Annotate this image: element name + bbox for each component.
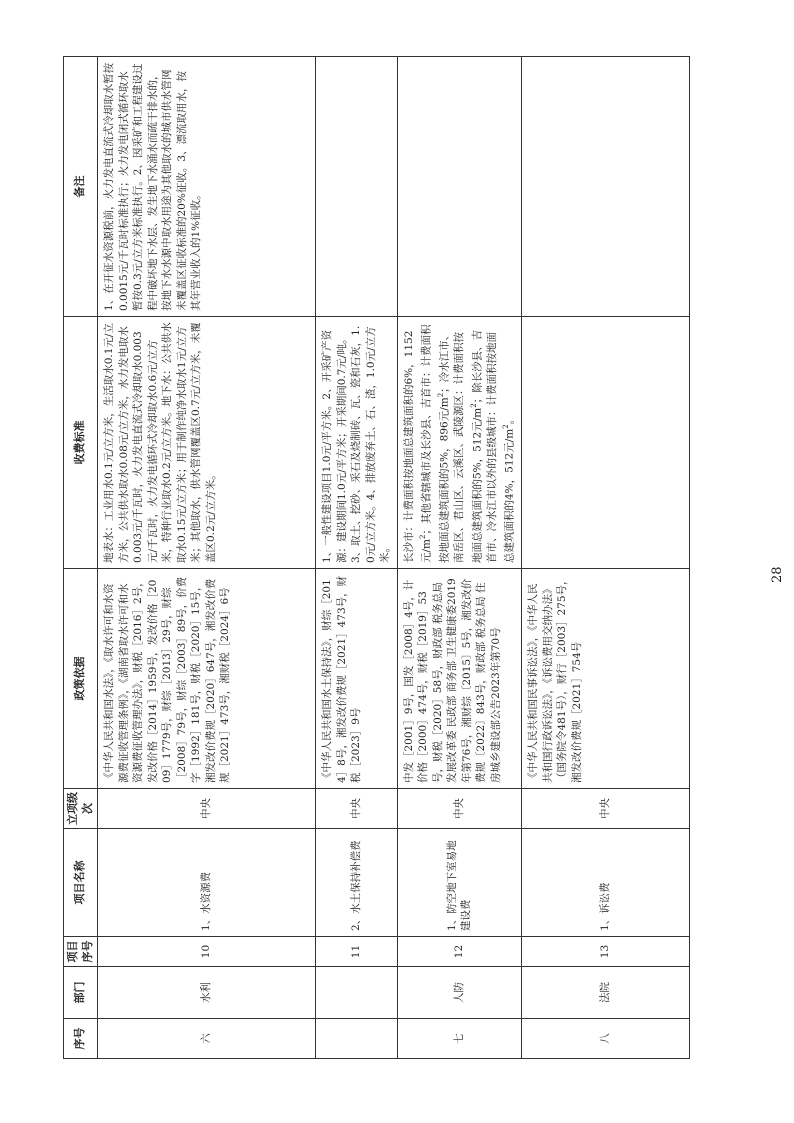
cell-note: 1、在开征水资源税前，火力发电直流式冷却取水暂按0.0015元/千瓦时标准执行；火力发电闭式循环取水暂按0.3元/立方米标准执行。2、因采矿和工程建设过程中破坏地下水层、发生地下水涌水而疏干排水的，按地下水水源中取水用途为其他取水的城市供水管网未覆盖区征收标准的20%征收。3、漂流取用水，按其年营业收入的1%征收。 [98, 57, 316, 317]
header-basis: 政策依据 [64, 569, 98, 789]
header-standard: 收费标准 [64, 317, 98, 569]
standard-text-3: ；冷水江市、南岳区、君山区、云溪区、武陵源区：计费面积按地面总建筑面积的5%，512元/m [438, 329, 483, 563]
cell-note [316, 57, 398, 317]
table-row [397, 57, 522, 1059]
table-header-row [64, 57, 98, 1059]
standard-text-5: 。 [503, 413, 516, 425]
cell-seq: 八 [522, 1019, 690, 1059]
cell-seq: 七 [397, 1019, 522, 1059]
header-level: 立项级次 [64, 789, 98, 829]
cell-item-name: 1、防空地下室易地建设费 [397, 829, 522, 937]
cell-level: 中央 [98, 789, 316, 829]
superscript-2: 2 [419, 534, 427, 539]
page-number: 28 [770, 566, 785, 583]
header-item-name: 项目名称 [64, 829, 98, 937]
superscript-2: 2 [502, 424, 510, 429]
header-dept: 部门 [64, 967, 98, 1019]
cell-standard [522, 317, 690, 569]
table-row [522, 57, 690, 1059]
cell-basis: 《中华人民共和国水法》，《取水许可和水资源费征收管理条例》，《湖南省取水许可和水资源费征收管理办法》，财税［2016］2号，发改价格［2014］1959号，发改价格［2009］1779号，财综［2013］29号，财综［2008］79号，财综［2003］89号，价费字［1992］181号，财税［2020］15号，湘发改价费规［2020］647号，湘发改价费规［2021］473号，湘财税［2024］6号 [98, 569, 316, 789]
header-note: 备注 [64, 57, 98, 317]
cell-standard [397, 317, 522, 569]
cell-item-name: 2、水土保持补偿费 [316, 829, 398, 937]
cell-dept: 法院 [522, 967, 690, 1019]
standard-text-4: ；除长沙县、吉首市、冷水江市以外的县级城市：计费面积按地面总建筑面积的4%，512元/m [471, 329, 516, 563]
cell-dept [316, 967, 398, 1019]
cell-item-name: 1、诉讼费 [522, 829, 690, 937]
cell-note [522, 57, 690, 317]
standard-text-2: ；其他省辖城市及长沙县、吉首市：计费面积按地面总建筑面积的5%，896元/m [420, 324, 451, 563]
cell-standard: 1、一般性建设项目1.0元/平方米。2、开采矿产资源：建设期间1.0元/平方米；开采期间0.7元/吨。3、取土、挖砂、采石及烧制砖、瓦、瓷和石灰，1.0元/立方米。4、排放废弃土、石、渣，1.0元/立方米。 [316, 317, 398, 569]
cell-seq: 六 [98, 1019, 316, 1059]
cell-item-no: 13 [522, 937, 690, 967]
table-row [316, 57, 398, 1059]
table-row [98, 57, 316, 1059]
cell-basis: 中发［2001］9号，国发［2008］4号，计价格［2000］474号，财税［2019］53号，财税［2020］58号，财政部 税务总局 发展改革委 民政部 商务部 卫生健康委2019年第76号，湘财综〔2015〕5号，湘发改价费规〔2022〕843号，财政部 税务总局 住房城乡建设部公告2023年第70号 [397, 569, 522, 789]
header-seq: 序号 [64, 1019, 98, 1059]
cell-seq [316, 1019, 398, 1059]
cell-basis: 《中华人民共和国民事诉讼法》，《中华人民共和国行政诉讼法》，《诉讼费用交纳办法》（国务院令481号），财行［2003］275号，湘发改价费规［2021］754号 [522, 569, 690, 789]
superscript-2: 2 [469, 403, 478, 408]
cell-dept: 人防 [397, 967, 522, 1019]
cell-note [397, 57, 522, 317]
cell-item-no: 12 [397, 937, 522, 967]
cell-standard: 地表水：工业用水0.1元/立方米，生活取水0.1元/立方米，公共供水取水0.08元/立方米，水力发电取水0.003元/千瓦时，火力发电直流式冷却取水0.003元/千瓦时，火力发电循环式冷却取水0.6元/立方米，特种行业取水0.2元/立方米。地下水：公共供水取水0.15元/立方米；用于制作纯净水取水1元/立方米；其他取水，供水管网覆盖区0.7元/立方米，未覆盖区0.2元/立方米。 [98, 317, 316, 569]
superscript-2: 2 [437, 392, 445, 398]
cell-dept: 水利 [98, 967, 316, 1019]
standard-text-1: 长沙市：计费面积按地面总建筑面积的6%，1152元/m [402, 330, 433, 563]
cell-level: 中央 [316, 789, 398, 829]
cell-level: 中央 [522, 789, 690, 829]
cell-item-no: 11 [316, 937, 398, 967]
cell-item-name: 1、水资源费 [98, 829, 316, 937]
header-item-no: 项目序号 [64, 937, 98, 967]
cell-item-no: 10 [98, 937, 316, 967]
fee-table [63, 56, 690, 1059]
cell-level: 中央 [397, 789, 522, 829]
cell-basis: 《中华人民共和国水土保持法》，财综［2014］8号，湘发改价费规［2021］473号，财税［2023］9号 [316, 569, 398, 789]
